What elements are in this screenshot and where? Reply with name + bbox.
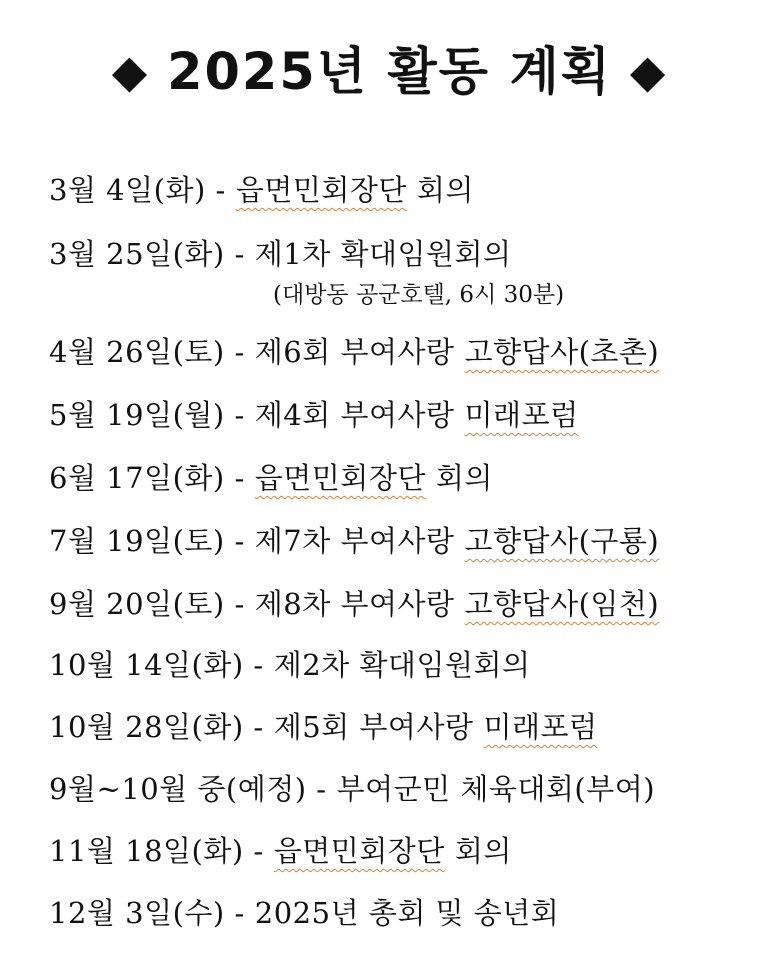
item-date: 5월 19일(월) - (49, 398, 245, 432)
item-date: 3월 25일(화) - (49, 237, 245, 271)
item-date: 10월 14일(화) - (49, 648, 264, 682)
item-rest: 회의 (416, 173, 474, 207)
item-date: 9월 20일(토) - (49, 587, 245, 621)
item-main: 읍면민회장단 (235, 173, 407, 207)
schedule-item (49, 769, 655, 809)
schedule-item (49, 831, 512, 871)
item-date: 9월~10월 중(예정) - (49, 772, 327, 806)
item-rest: 회의 (435, 461, 493, 495)
item-date: 6월 17일(화) - (49, 461, 245, 495)
schedule-item (49, 645, 531, 685)
item-rest: 미래포럼 (483, 710, 598, 744)
item-main: 제5회 부여사랑 (273, 710, 474, 744)
schedule-item (49, 584, 659, 624)
item-main: 제8차 부여사랑 (254, 587, 455, 621)
schedule-item (49, 395, 579, 435)
item-main: 제1차 확대임원회의 (254, 237, 512, 271)
item-date: 7월 19일(토) - (49, 524, 245, 558)
diamond-right-icon: ◆ (629, 44, 668, 98)
item-main: 제6회 부여사랑 (254, 335, 455, 369)
item-main: 제4회 부여사랑 (254, 398, 455, 432)
item-date: 3월 4일(화) - (49, 173, 226, 207)
schedule-item (49, 707, 598, 747)
item-rest: 고향답사(임천) (464, 587, 660, 621)
schedule-item (49, 332, 659, 372)
item-rest: 회의 (454, 834, 512, 868)
page-title (0, 36, 779, 107)
schedule-item (49, 521, 659, 561)
item-main: 제2차 확대임원회의 (273, 648, 531, 682)
item-date: 4월 26일(토) - (49, 335, 245, 369)
schedule-item (49, 170, 474, 210)
title-text: 2025년 활동 계획 (167, 42, 612, 101)
item-sub-note: (대방동 공군호텔, 6시 30분) (273, 282, 565, 308)
item-rest: 고향답사(구룡) (464, 524, 660, 558)
item-date: 12월 3일(수) - (49, 896, 245, 930)
item-rest: 고향답사(초촌) (464, 335, 660, 369)
schedule-item (49, 458, 493, 498)
item-main: 읍면민회장단 (254, 461, 426, 495)
item-rest: 미래포럼 (464, 398, 579, 432)
diamond-left-icon: ◆ (111, 44, 150, 98)
item-main: 부여군민 체육대회(부여) (336, 772, 656, 806)
item-main: 2025년 총회 및 송년회 (254, 896, 560, 930)
schedule-item (49, 893, 559, 933)
item-date: 11월 18일(화) - (49, 834, 264, 868)
item-main: 읍면민회장단 (273, 834, 445, 868)
schedule-item (49, 234, 512, 274)
item-main: 제7차 부여사랑 (254, 524, 455, 558)
item-date: 10월 28일(화) - (49, 710, 264, 744)
